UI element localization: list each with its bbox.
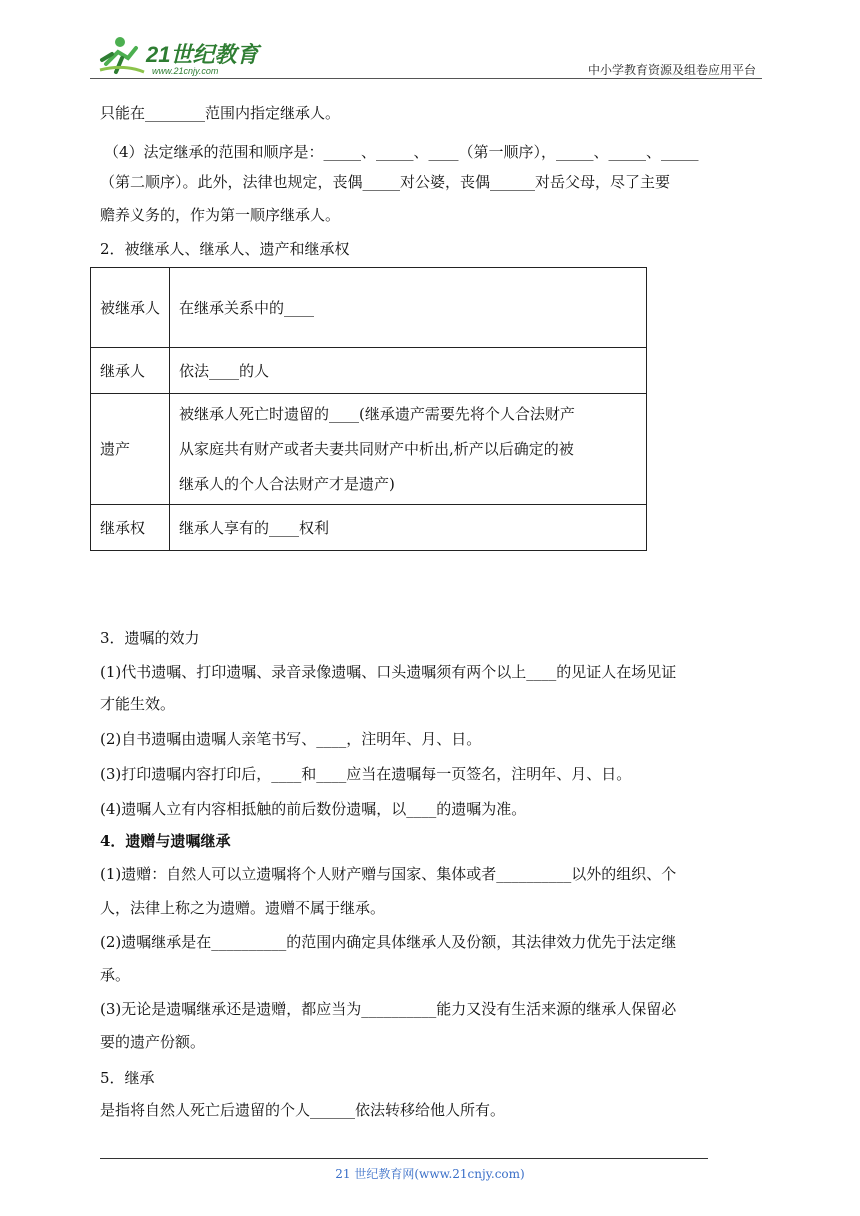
footer-divider: [100, 1158, 708, 1159]
table-def-line: 继承人的个人合法财产才是遗产): [179, 474, 395, 493]
text-line: 只能在________范围内指定继承人。: [100, 104, 341, 122]
logo-21cnjy-icon: [94, 34, 274, 76]
section-title: 4．遗赠与遗嘱继承: [100, 832, 231, 850]
text-line: （4）法定继承的范围和顺序是：_____、_____、____（第一顺序），_____、_____、_____: [104, 143, 699, 161]
table-row: [91, 348, 647, 394]
table-def: 在继承关系中的____: [170, 268, 647, 348]
text-line: (1)代书遗嘱、打印遗嘱、录音录像遗嘱、口头遗嘱须有两个以上____的见证人在场见证: [100, 663, 677, 681]
table-term: 继承权: [91, 505, 170, 551]
logo-url: www.21cnjy.com: [152, 66, 219, 76]
table-row: [91, 268, 647, 348]
table-term-text: 被继承人: [100, 298, 161, 317]
text-line: 承。: [100, 966, 131, 984]
text-line: 要的遗产份额。: [100, 1033, 206, 1051]
header-platform-name: 中小学教育资源及组卷应用平台: [587, 63, 756, 77]
text-line: (3)无论是遗嘱继承还是遗赠，都应当为__________能力又没有生活来源的继承人保留必: [100, 1000, 677, 1018]
text-line: (3)打印遗嘱内容打印后，____和____应当在遗嘱每一页签名，注明年、月、日。: [100, 765, 632, 783]
logo-text: 21世纪教育: [146, 42, 259, 67]
text-line: (2)遗嘱继承是在__________的范围内确定具体继承人及份额，其法律效力优先于法定继: [100, 933, 677, 951]
text-line: 人，法律上称之为遗赠。遗赠不属于继承。: [100, 899, 386, 917]
definition-table: [90, 267, 647, 551]
text-line: (1)遗赠：自然人可以立遗嘱将个人财产赠与国家、集体或者__________以外的组织、个: [100, 865, 677, 883]
section-title: 5．继承: [100, 1069, 155, 1087]
table-def: 继承人享有的____权利: [170, 505, 647, 551]
table-row: [91, 394, 647, 505]
text-line: 赡养义务的，作为第一顺序继承人。: [100, 206, 341, 224]
section-title: 3．遗嘱的效力: [100, 629, 200, 647]
table-def-line: 从家庭共有财产或者夫妻共同财产中析出,析产以后确定的被: [179, 439, 574, 458]
table-term: [91, 268, 170, 348]
table-term: 遗产: [91, 394, 170, 505]
footer-link[interactable]: 21 世纪教育网(www.21cnjy.com): [335, 1167, 525, 1181]
text-line: 才能生效。: [100, 695, 176, 713]
table-row: [91, 505, 647, 551]
text-line: （第二顺序）。此外，法律也规定，丧偶_____对公婆，丧偶______对岳父母，尽了主要: [100, 173, 671, 191]
text-line: (4)遗嘱人立有内容相抵触的前后数份遗嘱，以____的遗嘱为准。: [100, 800, 527, 818]
table-def-line: 被继承人死亡时遗留的____(继承遗产需要先将个人合法财产: [179, 404, 575, 423]
table-def: 依法____的人: [170, 348, 647, 394]
text-line: 是指将自然人死亡后遗留的个人______依法转移给他人所有。: [100, 1101, 506, 1119]
page-header: [94, 28, 762, 84]
table-term: 继承人: [91, 348, 170, 394]
text-line: (2)自书遗嘱由遗嘱人亲笔书写、____，注明年、月、日。: [100, 730, 482, 748]
section-title: 2．被继承人、继承人、遗产和继承权: [100, 240, 350, 258]
header-divider: [90, 78, 762, 79]
table-def: [170, 394, 647, 505]
